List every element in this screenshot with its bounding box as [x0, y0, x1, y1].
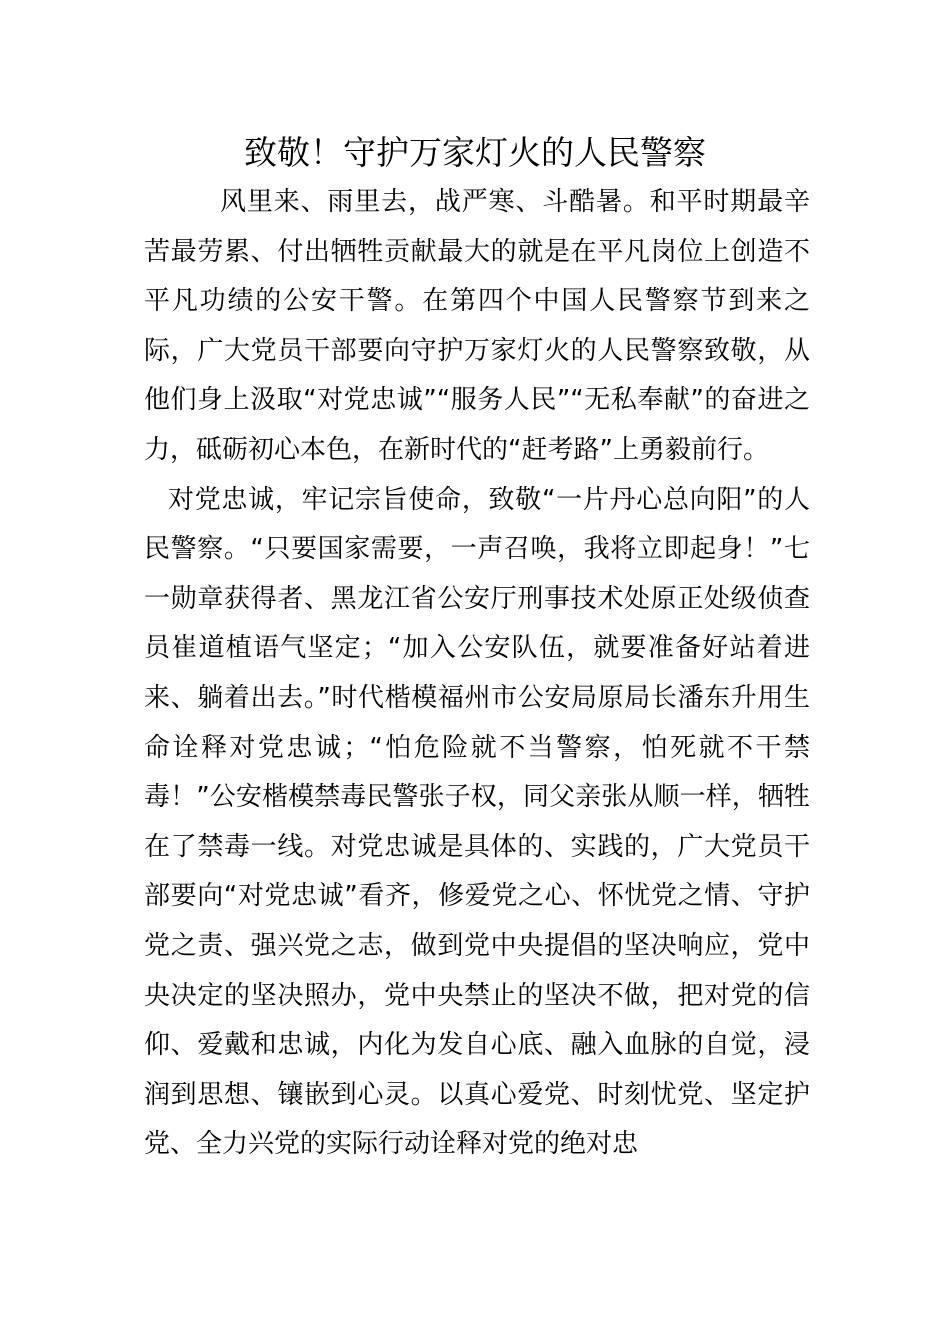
- paragraph-loyalty: 对党忠诚，牢记宗旨使命，致敬“一片丹心总向阳”的人民警察。“只要国家需要，一声召唤，我将立即起身！”七一勋章获得者、黑龙江省公安厅刑事技术处原正处级侦查员崔道植语气坚定；“加入公安队伍，就要准备好站着进来、躺着出去。”时代楷模福州市公安局原局长潘东升用生命诠释对党忠诚；“怕危险就不当警察，怕死就不干禁毒！”公安楷模禁毒民警张子权，同父亲张从顺一样，牺牲在了禁毒一线。对党忠诚是具体的、实践的，广大党员干部要向“对党忠诚”看齐，修爱党之心、怀忧党之情、守护党之责、强兴党之志，做到党中央提倡的坚决响应，党中央决定的坚决照办，党中央禁止的坚决不做，把对党的信仰、爱戴和忠诚，内化为发自心底、融入血脉的自觉，浸润到思想、镶嵌到心灵。以真心爱党、时刻忧党、坚定护党、全力兴党的实际行动诠释对党的绝对忠: [144, 484, 810, 1160]
- document-body: [144, 178, 810, 1170]
- paragraph-intro: 风里来、雨里去，战严寒、斗酷暑。和平时期最辛苦最劳累、付出牺牲贡献最大的就是在平凡岗位上创造不平凡功绩的公安干警。在第四个中国人民警察节到来之际，广大党员干部要向守护万家灯火的人民警察致敬，从他们身上汲取“对党忠诚”“服务人民”“无私奉献”的奋进之力，砥砺初心本色，在新时代的“赶考路”上勇毅前行。: [144, 187, 810, 465]
- document-title: 致敬！守护万家灯火的人民警察: [244, 133, 706, 172]
